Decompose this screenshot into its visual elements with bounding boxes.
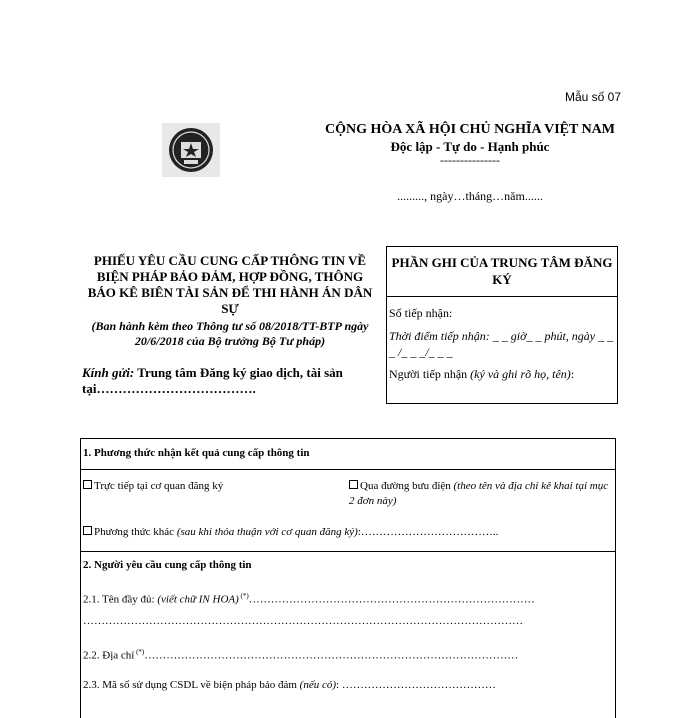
- recipient-label: Kính gửi:: [82, 365, 135, 380]
- recipient-line: [82, 365, 378, 397]
- address-dots: …………………………………………………………………………………………: [144, 649, 519, 662]
- checkbox-icon[interactable]: [83, 480, 92, 489]
- receiver-label: Người tiếp nhận: [389, 367, 471, 381]
- recipient-value: Trung tâm Đăng ký giao dịch, tài sản tại……………………………….: [82, 365, 343, 396]
- full-name-field[interactable]: [83, 589, 535, 608]
- database-code-label: 2.3. Mã số sử dụng CSDL về biện pháp bảo đảm: [83, 679, 300, 691]
- full-name-dots: ……………………………………………………………………: [248, 593, 535, 606]
- option-post[interactable]: [349, 479, 611, 509]
- section1-heading: 1. Phương thức nhận kết quả cung cấp thông tin: [83, 447, 310, 459]
- form-issued-by: (Ban hành kèm theo Thông tư số 08/2018/TT-BTP ngày 20/6/2018 của Bộ trưởng Bộ Tư pháp): [91, 319, 369, 348]
- national-emblem-icon: [166, 125, 216, 175]
- registry-box: [386, 246, 618, 404]
- option-other-label: Phương thức khác: [94, 526, 177, 538]
- full-name-hint: (viết chữ IN HOA): [157, 593, 239, 606]
- required-mark: (*): [238, 592, 249, 600]
- option-direct[interactable]: [83, 479, 223, 494]
- option-post-label: Qua đường bưu điện: [360, 480, 454, 492]
- receiver-line[interactable]: [387, 366, 617, 382]
- checkbox-icon[interactable]: [83, 526, 92, 535]
- motto-separator: ---------------: [440, 153, 500, 167]
- nation-heading: CỘNG HÒA XÃ HỘI CHỦ NGHĨA VIỆT NAM: [324, 122, 615, 137]
- database-code-field[interactable]: [83, 678, 496, 693]
- motto: Độc lập - Tự do - Hạnh phúc: [390, 139, 550, 154]
- request-form-table: [80, 438, 616, 718]
- database-code-hint: (nếu có): [299, 679, 337, 691]
- receiver-end: :: [570, 367, 575, 381]
- section2-heading: 2. Người yêu cầu cung cấp thông tin: [83, 559, 252, 571]
- full-name-label: 2.1. Tên đầy đủ:: [83, 593, 158, 606]
- option-other[interactable]: [83, 525, 498, 540]
- receipt-number[interactable]: Số tiếp nhận:: [389, 306, 453, 320]
- option-other-hint: (sau khi thỏa thuận với cơ quan đăng ký): [176, 526, 358, 538]
- section1-options-row: [81, 469, 615, 552]
- national-emblem: [162, 123, 220, 177]
- date-line: ........., ngày…tháng…năm......: [397, 189, 543, 203]
- database-code-dots: : ……………………………………: [336, 679, 496, 691]
- registry-heading: PHẦN GHI CỦA TRUNG TÂM ĐĂNG KÝ: [387, 247, 617, 297]
- form-title: PHIẾU YÊU CẦU CUNG CẤP THÔNG TIN VỀ BIỆN PHÁP BẢO ĐẢM, HỢP ĐỒNG, THÔNG BÁO KÊ BIÊN TÀI SẢN ĐỂ THI HÀNH ÁN DÂN SỰ: [87, 253, 373, 316]
- receiver-hint: (ký và ghi rõ họ, tên): [470, 367, 571, 381]
- required-mark: (*): [134, 648, 145, 656]
- receipt-time[interactable]: Thời điểm tiếp nhận: _ _ giờ_ _ phút, ngày _ _ _ /_ _ _/_ _ _: [389, 329, 614, 359]
- address-label: 2.2. Địa chỉ: [83, 649, 135, 662]
- address-field[interactable]: [83, 645, 518, 664]
- section1-header-row: [81, 439, 615, 470]
- checkbox-icon[interactable]: [349, 480, 358, 489]
- form-number: Mẫu số 07: [565, 90, 622, 104]
- full-name-continuation[interactable]: …………………………………………………………………………………………………………: [83, 615, 523, 627]
- option-other-dots: :………………………………..: [357, 526, 499, 538]
- form-title-block: [82, 253, 378, 349]
- option-direct-label: Trực tiếp tại cơ quan đăng ký: [94, 480, 224, 492]
- option-post-hint: (theo tên và địa chỉ kê khai tại mục 2 đơn này): [349, 480, 609, 507]
